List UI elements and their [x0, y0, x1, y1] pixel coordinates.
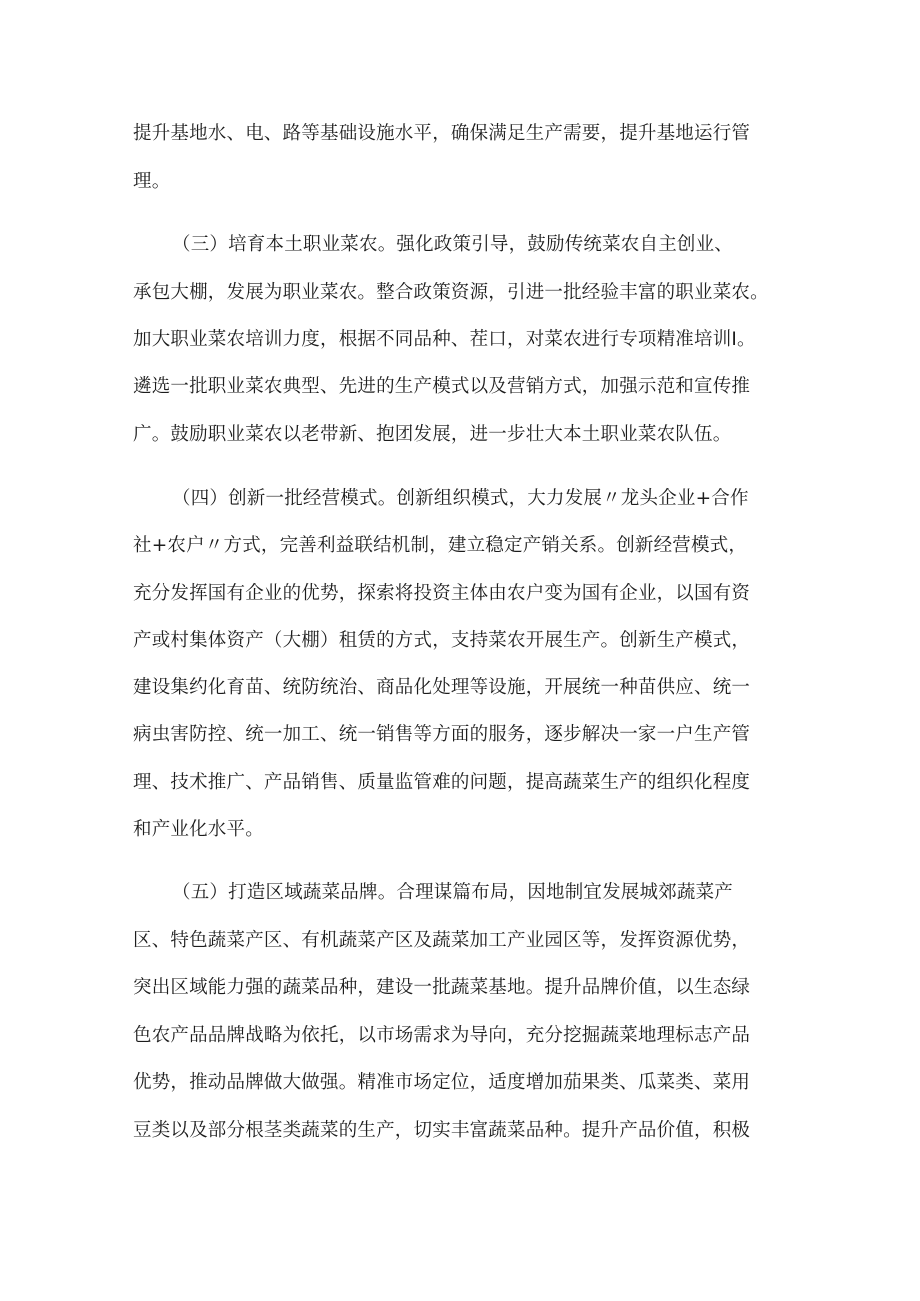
text-line: 和产业化水平。	[133, 819, 264, 840]
text-line: 加大职业菜农培训力度，根据不同品种、茬口，对菜农进行专项精准培训Ⅰ。	[133, 329, 756, 350]
text-line: 色农产品品牌战略为依托，以市场需求为导向，充分挖掘蔬菜地理标志产品	[133, 1025, 751, 1046]
text-line: 建设集约化育苗、统防统治、商品化处理等设施，开展统一种苗供应、统一	[133, 677, 751, 698]
section-4-heading-line: （四）创新一批经营模式。创新组织模式，大力发展〃龙头企业+合作	[172, 488, 749, 509]
text-line: 豆类以及部分根茎类蔬菜的生产，切实丰富蔬菜品种。提升产品价值，积极	[133, 1120, 751, 1141]
text-line: 病虫害防控、统一加工、统一销售等方面的服务，逐步解决一家一户生产管	[133, 724, 751, 745]
text-line: 理、技术推广、产品销售、质量监管难的问题，提高蔬菜生产的组织化程度	[133, 772, 751, 793]
text-line: 提升基地水、电、路等基础设施水平，确保满足生产需要，提升基地运行管	[133, 123, 751, 144]
text-line: 社+农户〃方式，完善利益联结机制，建立稳定产销关系。创新经营模式，	[133, 535, 748, 556]
section-3-heading-line: （三）培育本土职业菜农。强化政策引导，鼓励传统菜农自主创业、	[172, 234, 734, 255]
section-5-heading-line: （五）打造区域蔬菜品牌。合理谋篇布局，因地制宜发展城郊蔬菜产	[172, 882, 734, 903]
text-line: 遴选一批职业菜农典型、先进的生产模式以及营销方式，加强示范和宣传推	[133, 376, 751, 397]
text-line: 优势，推动品牌做大做强。精准市场定位，适度增加茄果类、瓜菜类、菜用	[133, 1072, 751, 1093]
text-line: 充分发挥国有企业的优势，探索将投资主体由农户变为国有企业，以国有资	[133, 583, 751, 604]
text-line: 广。鼓励职业菜农以老带新、抱团发展，进一步壮大本土职业菜农队伍。	[133, 424, 732, 445]
text-line: 承包大棚，发展为职业菜农。整合政策资源，引进一批经验丰富的职业菜农。	[133, 282, 769, 303]
text-line: 区、特色蔬菜产区、有机蔬菜产区及蔬菜加工产业园区等，发挥资源优势，	[133, 930, 751, 951]
text-line: 突出区域能力强的蔬菜品种，建设一批蔬菜基地。提升品牌价值，以生态绿	[133, 977, 751, 998]
text-line: 产或村集体资产（大棚）租赁的方式，支持菜农开展生产。创新生产模式，	[133, 630, 751, 651]
text-line: 理。	[133, 171, 171, 192]
